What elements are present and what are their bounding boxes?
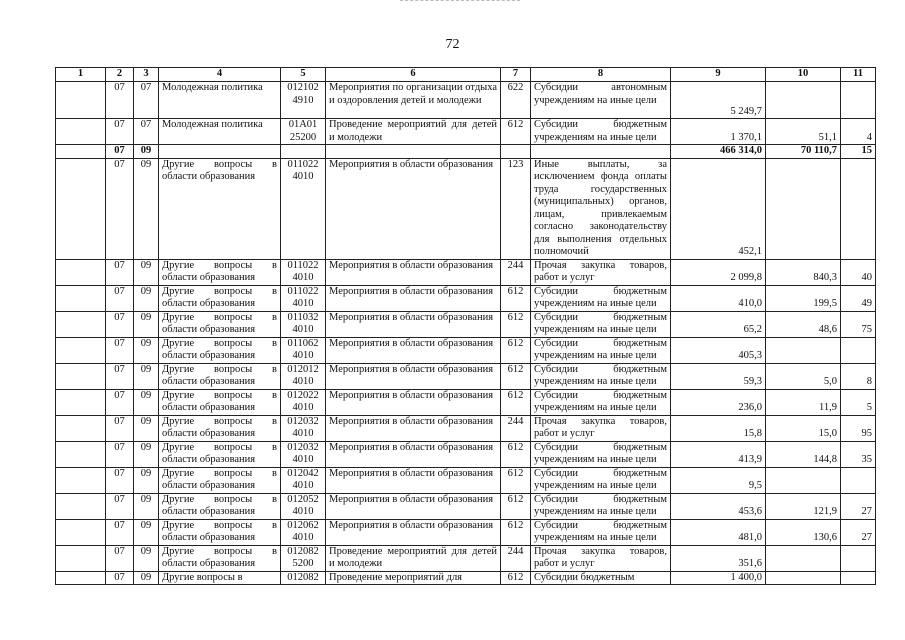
actual-amount-cell: [766, 467, 841, 493]
target-article-cell: 011062 4010: [281, 337, 326, 363]
section-cell: 07: [106, 285, 134, 311]
expense-type-name-cell: Прочая закупка товаров, работ и услуг: [531, 545, 671, 571]
expense-type-name-cell: Субсидии бюджетным учреждениям на иные цели: [531, 119, 671, 145]
percent-cell: 15: [841, 145, 876, 159]
program-name-cell: Мероприятия в области образования: [326, 158, 501, 259]
actual-amount-cell: 144,8: [766, 441, 841, 467]
subsection-cell: 09: [134, 545, 159, 571]
program-name-cell: Проведение мероприятий для: [326, 571, 501, 585]
expense-type-cell: 244: [501, 415, 531, 441]
target-article-cell: 012032 4010: [281, 441, 326, 467]
expense-type-name-cell: Субсидии бюджетным учреждениям на иные цели: [531, 519, 671, 545]
plan-amount-cell: 413,9: [671, 441, 766, 467]
percent-cell: 27: [841, 493, 876, 519]
plan-amount-cell: 15,8: [671, 415, 766, 441]
program-name-cell: Мероприятия в области образования: [326, 493, 501, 519]
scan-artifact: [400, 0, 520, 5]
subsection-name-cell: Другие вопросы в области образования: [159, 285, 281, 311]
program-name-cell: Мероприятия в области образования: [326, 363, 501, 389]
row-number-cell: [56, 145, 106, 159]
column-header-9: 9: [671, 68, 766, 82]
expense-type-cell: 612: [501, 519, 531, 545]
expense-type-name-cell: Субсидии бюджетным учреждениям на иные цели: [531, 389, 671, 415]
subsection-name-cell: Другие вопросы в области образования: [159, 363, 281, 389]
expense-type-name-cell: [531, 145, 671, 159]
row-number-cell: [56, 82, 106, 119]
row-number-cell: [56, 259, 106, 285]
actual-amount-cell: 11,9: [766, 389, 841, 415]
table-row: [56, 467, 876, 493]
section-cell: 07: [106, 363, 134, 389]
plan-amount-cell: 1 370,1: [671, 119, 766, 145]
program-name-cell: Мероприятия в области образования: [326, 311, 501, 337]
subsection-name-cell: Другие вопросы в области образования: [159, 467, 281, 493]
table-row: [56, 158, 876, 259]
table-row: [56, 415, 876, 441]
table-row: [56, 493, 876, 519]
column-header-4: 4: [159, 68, 281, 82]
program-name-cell: Мероприятия в области образования: [326, 285, 501, 311]
plan-amount-cell: 59,3: [671, 363, 766, 389]
percent-cell: [841, 82, 876, 119]
program-name-cell: Мероприятия в области образования: [326, 441, 501, 467]
target-article-cell: 012042 4010: [281, 467, 326, 493]
subsection-cell: 09: [134, 519, 159, 545]
section-cell: 07: [106, 145, 134, 159]
plan-amount-cell: 405,3: [671, 337, 766, 363]
budget-table-container: [55, 67, 876, 585]
subsection-cell: 09: [134, 467, 159, 493]
column-header-1: 1: [56, 68, 106, 82]
expense-type-cell: 612: [501, 493, 531, 519]
percent-cell: 49: [841, 285, 876, 311]
actual-amount-cell: 5,0: [766, 363, 841, 389]
expense-type-name-cell: Субсидии бюджетным учреждениям на иные цели: [531, 441, 671, 467]
actual-amount-cell: [766, 158, 841, 259]
expense-type-name-cell: Прочая закупка товаров, работ и услуг: [531, 259, 671, 285]
plan-amount-cell: 351,6: [671, 545, 766, 571]
section-cell: 07: [106, 389, 134, 415]
percent-cell: [841, 158, 876, 259]
row-number-cell: [56, 363, 106, 389]
percent-cell: [841, 571, 876, 585]
expense-type-name-cell: Субсидии бюджетным учреждениям на иные цели: [531, 363, 671, 389]
expense-type-name-cell: Субсидии бюджетным учреждениям на иные цели: [531, 337, 671, 363]
plan-amount-cell: 410,0: [671, 285, 766, 311]
program-name-cell: Мероприятия в области образования: [326, 389, 501, 415]
row-number-cell: [56, 441, 106, 467]
program-name-cell: Мероприятия по организации отдыха и оздоровления детей и молодежи: [326, 82, 501, 119]
percent-cell: 75: [841, 311, 876, 337]
section-cell: 07: [106, 441, 134, 467]
actual-amount-cell: 840,3: [766, 259, 841, 285]
expense-type-name-cell: Субсидии бюджетным учреждениям на иные цели: [531, 467, 671, 493]
program-name-cell: [326, 145, 501, 159]
subsection-name-cell: Другие вопросы в области образования: [159, 415, 281, 441]
program-name-cell: Проведение мероприятий для детей и молодежи: [326, 545, 501, 571]
table-row: [56, 119, 876, 145]
actual-amount-cell: 70 110,7: [766, 145, 841, 159]
target-article-cell: 012082 5200: [281, 545, 326, 571]
target-article-cell: 012102 4910: [281, 82, 326, 119]
percent-cell: 95: [841, 415, 876, 441]
subsection-name-cell: Другие вопросы в области образования: [159, 389, 281, 415]
plan-amount-cell: 452,1: [671, 158, 766, 259]
plan-amount-cell: 5 249,7: [671, 82, 766, 119]
table-row: [56, 259, 876, 285]
section-cell: 07: [106, 493, 134, 519]
actual-amount-cell: 130,6: [766, 519, 841, 545]
column-header-2: 2: [106, 68, 134, 82]
section-cell: 07: [106, 415, 134, 441]
percent-cell: [841, 467, 876, 493]
section-cell: 07: [106, 259, 134, 285]
plan-amount-cell: 481,0: [671, 519, 766, 545]
subsection-cell: 09: [134, 415, 159, 441]
subsection-cell: 09: [134, 441, 159, 467]
subsection-name-cell: Другие вопросы в: [159, 571, 281, 585]
section-cell: 07: [106, 467, 134, 493]
row-number-cell: [56, 519, 106, 545]
subsection-cell: 07: [134, 119, 159, 145]
subsection-cell: 09: [134, 311, 159, 337]
actual-amount-cell: 199,5: [766, 285, 841, 311]
target-article-cell: 012082: [281, 571, 326, 585]
expense-type-cell: 612: [501, 363, 531, 389]
section-cell: 07: [106, 82, 134, 119]
table-row: [56, 389, 876, 415]
actual-amount-cell: [766, 337, 841, 363]
expense-type-cell: 244: [501, 259, 531, 285]
percent-cell: [841, 545, 876, 571]
expense-type-cell: 612: [501, 467, 531, 493]
subsection-name-cell: Другие вопросы в области образования: [159, 259, 281, 285]
subsection-cell: 09: [134, 493, 159, 519]
plan-amount-cell: 65,2: [671, 311, 766, 337]
plan-amount-cell: 453,6: [671, 493, 766, 519]
program-name-cell: Мероприятия в области образования: [326, 467, 501, 493]
subsection-cell: 09: [134, 389, 159, 415]
actual-amount-cell: [766, 571, 841, 585]
table-header-row: [56, 68, 876, 82]
percent-cell: [841, 337, 876, 363]
table-row: [56, 545, 876, 571]
target-article-cell: 012052 4010: [281, 493, 326, 519]
expense-type-name-cell: Прочая закупка товаров, работ и услуг: [531, 415, 671, 441]
subsection-cell: 09: [134, 285, 159, 311]
column-header-6: 6: [326, 68, 501, 82]
expense-type-cell: 612: [501, 311, 531, 337]
row-number-cell: [56, 158, 106, 259]
target-article-cell: 012062 4010: [281, 519, 326, 545]
table-body: [56, 82, 876, 585]
percent-cell: 8: [841, 363, 876, 389]
budget-table: [55, 67, 876, 585]
expense-type-name-cell: Иные выплаты, за исключением фонда оплаты труда государственных (муниципальных) органов, лицам, привлекаемым согласно законодательству для выполнения отдельных полномочий: [531, 158, 671, 259]
section-cell: 07: [106, 545, 134, 571]
actual-amount-cell: [766, 545, 841, 571]
column-header-3: 3: [134, 68, 159, 82]
expense-type-name-cell: Субсидии автономным учреждениям на иные цели: [531, 82, 671, 119]
expense-type-name-cell: Субсидии бюджетным: [531, 571, 671, 585]
expense-type-cell: 244: [501, 545, 531, 571]
subsection-name-cell: Другие вопросы в области образования: [159, 158, 281, 259]
row-number-cell: [56, 467, 106, 493]
expense-type-name-cell: Субсидии бюджетным учреждениям на иные цели: [531, 493, 671, 519]
target-article-cell: 012012 4010: [281, 363, 326, 389]
row-number-cell: [56, 415, 106, 441]
subsection-name-cell: Другие вопросы в области образования: [159, 337, 281, 363]
section-cell: 07: [106, 158, 134, 259]
section-cell: 07: [106, 571, 134, 585]
row-number-cell: [56, 119, 106, 145]
target-article-cell: 011022 4010: [281, 158, 326, 259]
column-header-11: 11: [841, 68, 876, 82]
expense-type-name-cell: Субсидии бюджетным учреждениям на иные цели: [531, 285, 671, 311]
row-number-cell: [56, 285, 106, 311]
percent-cell: 40: [841, 259, 876, 285]
plan-amount-cell: 466 314,0: [671, 145, 766, 159]
target-article-cell: [281, 145, 326, 159]
expense-type-cell: 612: [501, 285, 531, 311]
percent-cell: 4: [841, 119, 876, 145]
subsection-name-cell: Молодежная политика: [159, 119, 281, 145]
actual-amount-cell: [766, 82, 841, 119]
target-article-cell: 011032 4010: [281, 311, 326, 337]
plan-amount-cell: 2 099,8: [671, 259, 766, 285]
target-article-cell: 012022 4010: [281, 389, 326, 415]
table-row: [56, 519, 876, 545]
subsection-name-cell: Другие вопросы в области образования: [159, 493, 281, 519]
table-row: [56, 82, 876, 119]
table-row: [56, 285, 876, 311]
table-row: [56, 571, 876, 585]
subsection-name-cell: Другие вопросы в области образования: [159, 545, 281, 571]
actual-amount-cell: 15,0: [766, 415, 841, 441]
target-article-cell: 011022 4010: [281, 285, 326, 311]
section-cell: 07: [106, 337, 134, 363]
subsection-name-cell: Другие вопросы в области образования: [159, 441, 281, 467]
actual-amount-cell: 121,9: [766, 493, 841, 519]
row-number-cell: [56, 311, 106, 337]
program-name-cell: Мероприятия в области образования: [326, 259, 501, 285]
column-header-8: 8: [531, 68, 671, 82]
subsection-cell: 09: [134, 158, 159, 259]
row-number-cell: [56, 493, 106, 519]
subtotal-row: [56, 145, 876, 159]
subsection-cell: 09: [134, 259, 159, 285]
table-row: [56, 363, 876, 389]
expense-type-cell: 612: [501, 571, 531, 585]
subsection-name-cell: Молодежная политика: [159, 82, 281, 119]
percent-cell: 27: [841, 519, 876, 545]
expense-type-cell: [501, 145, 531, 159]
plan-amount-cell: 236,0: [671, 389, 766, 415]
column-header-10: 10: [766, 68, 841, 82]
target-article-cell: 011022 4010: [281, 259, 326, 285]
section-cell: 07: [106, 311, 134, 337]
row-number-cell: [56, 337, 106, 363]
subsection-cell: 09: [134, 145, 159, 159]
subsection-name-cell: [159, 145, 281, 159]
expense-type-cell: 612: [501, 119, 531, 145]
target-article-cell: 01А01 25200: [281, 119, 326, 145]
subsection-cell: 09: [134, 571, 159, 585]
page-number: 72: [445, 37, 460, 52]
expense-type-cell: 123: [501, 158, 531, 259]
section-cell: 07: [106, 519, 134, 545]
program-name-cell: Мероприятия в области образования: [326, 519, 501, 545]
row-number-cell: [56, 571, 106, 585]
row-number-cell: [56, 545, 106, 571]
program-name-cell: Мероприятия в области образования: [326, 337, 501, 363]
actual-amount-cell: 48,6: [766, 311, 841, 337]
percent-cell: 5: [841, 389, 876, 415]
expense-type-name-cell: Субсидии бюджетным учреждениям на иные цели: [531, 311, 671, 337]
plan-amount-cell: 9,5: [671, 467, 766, 493]
section-cell: 07: [106, 119, 134, 145]
table-row: [56, 337, 876, 363]
program-name-cell: Проведение мероприятий для детей и молодежи: [326, 119, 501, 145]
expense-type-cell: 612: [501, 389, 531, 415]
column-header-5: 5: [281, 68, 326, 82]
target-article-cell: 012032 4010: [281, 415, 326, 441]
expense-type-cell: 612: [501, 441, 531, 467]
expense-type-cell: 622: [501, 82, 531, 119]
table-row: [56, 441, 876, 467]
subsection-cell: 07: [134, 82, 159, 119]
column-header-7: 7: [501, 68, 531, 82]
percent-cell: 35: [841, 441, 876, 467]
table-row: [56, 311, 876, 337]
program-name-cell: Мероприятия в области образования: [326, 415, 501, 441]
subsection-name-cell: Другие вопросы в области образования: [159, 519, 281, 545]
actual-amount-cell: 51,1: [766, 119, 841, 145]
subsection-cell: 09: [134, 337, 159, 363]
expense-type-cell: 612: [501, 337, 531, 363]
plan-amount-cell: 1 400,0: [671, 571, 766, 585]
row-number-cell: [56, 389, 106, 415]
subsection-name-cell: Другие вопросы в области образования: [159, 311, 281, 337]
subsection-cell: 09: [134, 363, 159, 389]
